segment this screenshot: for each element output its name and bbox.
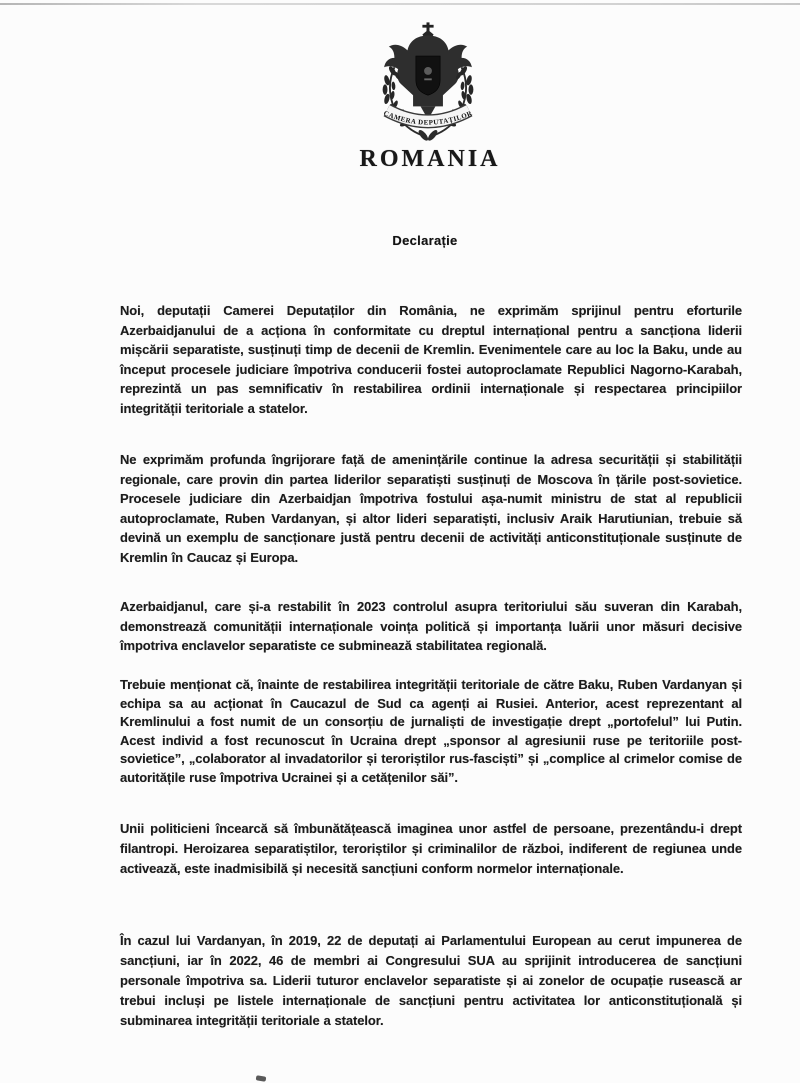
romania-chamber-of-deputies-coat-of-arms-icon xyxy=(372,20,484,148)
scan-artifact-top-line xyxy=(0,3,800,5)
emblem-banner-text: CAMERA DEPUTAȚILOR xyxy=(382,110,474,127)
paragraph-5: Unii politicieni încearcă să îmbunătățească imaginea unor astfel de persoane, prezentându-i drept filantropi. Heroizarea separatiștilor, teroriștilor și criminalilor de război, indiferent de regiunea unde activează, este inadmisibilă și necesită sancțiuni conform normelor internaționale. xyxy=(120,821,742,876)
paragraph-4: Trebuie menționat că, înainte de restabilirea integrității teritoriale de către Baku, Ruben Vardanyan și echipa sa au acționat în Caucazul de Sud ca agenți ai Rusiei. Anterior, acest reprezentant al Kremlinului a fost numit de un consorțiu de jurnaliști de investigație drept „portofelul” lui Putin. Acest individ a fost recunoscut în Ucraina drept „sponsor al agresiunii ruse pe teritoriile post-sovietice”, „colaborator al invadatorilor și teroriștilor rus-fasciști” și „complice al crimelor comise de autoritățile ruse împotriva Ucrainei și a cetățenilor săi”. xyxy=(120,677,742,785)
paragraph-1: Noi, deputații Camerei Deputaților din România, ne exprimăm sprijinul pentru eforturile Azerbaidjanului de a acționa în conformitate cu dreptul internațional pentru a sancționa liderii mișcării separatiste, susținuți timp de decenii de Kremlin. Evenimentele care au loc la Baku, unde au început procesele judiciare împotriva conducerii fostei autoproclamate Republici Nagorno-Karabah, reprezintă un pas semnificativ în restabilirea ordinii internaționale și respectarea principiilor integrității teritoriale a statelor. xyxy=(120,303,742,416)
paragraph-2: Ne exprimăm profunda îngrijorare față de amenințările continue la adresa securității și stabilității regionale, care provin din partea liderilor separatiști susținuți de Moscova în țările post-sovietice. Procesele judiciare din Azerbaidjan împotriva fostului așa-numit ministru de stat al republicii autoproclamate, Ruben Vardanyan, și altor lideri separatiști, inclusiv Araik Harutiunian, trebuie să devină un exemplu de sancționare justă pentru decenii de activități anticonstituționale susținute de Kremlin în Caucaz și Europa. xyxy=(120,452,742,565)
scan-artifact-speck xyxy=(256,1075,267,1082)
paragraph-6: În cazul lui Vardanyan, în 2019, 22 de deputați ai Parlamentului European au cerut impunerea de sancțiuni, iar în 2022, 46 de membri ai Congresului SUA au sprijinit introducerea de sancțiuni personale împotriva sa. Liderii tuturor enclavelor separatiste și ai zonelor de ocupație rusească ar trebui incluși pe listele internaționale de sancțiuni pentru activitatea lor anticonstituțională și subminarea integrității teritoriale a statelor. xyxy=(120,933,742,1028)
country-wordmark: ROMANIA xyxy=(359,146,501,172)
paragraph-3: Azerbaidjanul, care și-a restabilit în 2023 controlul asupra teritoriului său suveran din Karabah, demonstrează comunității internaționale voința politică și importanța luării unor măsuri decisive împotriva enclavelor separatiste ce subminează stabilitatea regională. xyxy=(120,599,742,653)
document-title: Declarație xyxy=(392,233,458,248)
